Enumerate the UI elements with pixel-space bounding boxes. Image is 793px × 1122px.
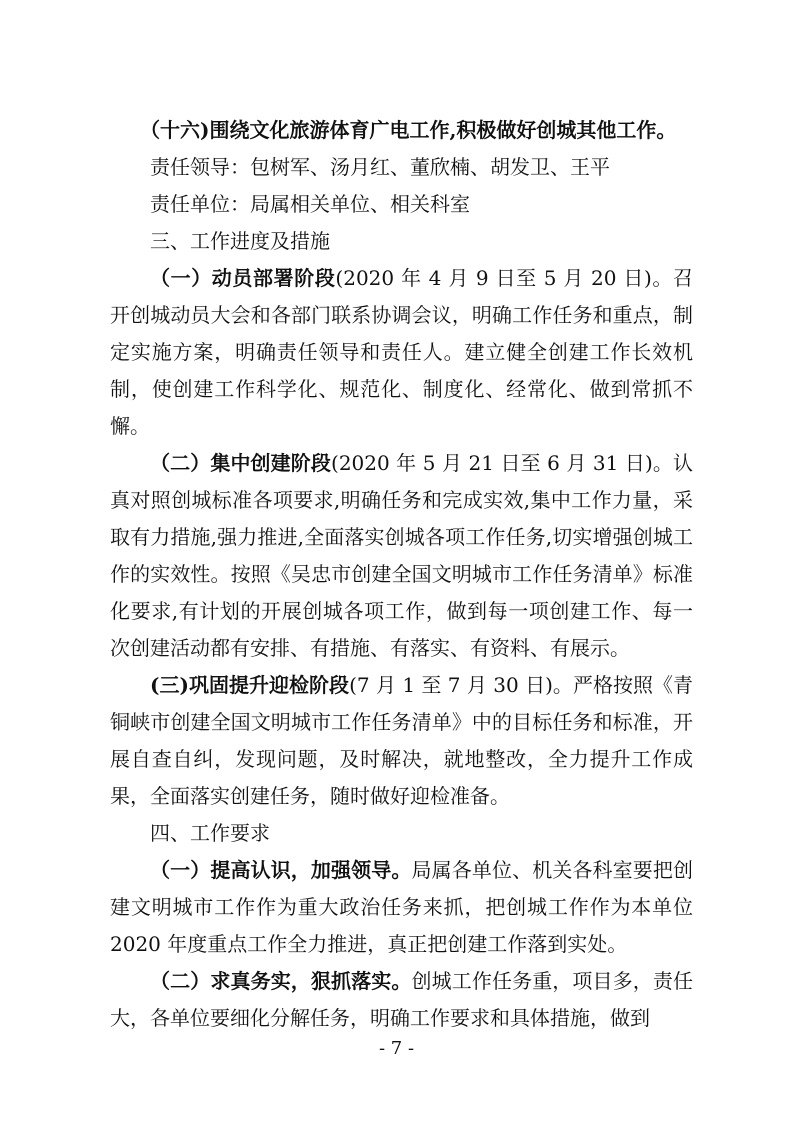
req1-paragraph — [110, 852, 693, 963]
stage1-text: (2020 年 4 月 9 日至 5 月 20 日)。召开创城动员大会和各部门联系协调会议，明确工作任务和重点，制定实施方案，明确责任领导和责任人。建立健全创建工作长效机制，使创建工作科学化、规范化、制度化、经常化、做到常抓不懈。 — [110, 266, 694, 438]
req2-label: （二）求真务实，狠抓落实。 — [150, 969, 412, 993]
stage3-text: (7 月 1 至 7 月 30 日)。严格按照《青铜峡市创建全国文明城市工作任务清单》中的目标任务和标准，开展自查自纠，发现问题，及时解决，就地整改，全力提升工作成果，全面落实创建任务，随时做好迎检准备。 — [110, 673, 693, 808]
document-body — [110, 112, 693, 1037]
page-number: - 7 - — [378, 1038, 415, 1059]
stage2-text: (2020 年 5 月 21 日至 6 月 31 日)。认真对照创城标准各项要求,明确任务和完成实效,集中工作力量，采取有力措施,强力推进,全面落实创城各项工作任务,切实增强创城工作的实效性。按照《吴忠市创建全国文明城市工作任务清单》标准化要求,有计划的开展创城各项工作，做到每一项创建工作、每一次创建活动都有安排、有措施、有落实、有资料、有展示。 — [110, 451, 693, 660]
part4-heading: 四、工作要求 — [150, 821, 270, 845]
part3-heading: 三、工作进度及措施 — [150, 229, 330, 253]
req2-text: 创城工作任务重，项目多，责任大，各单位要细化分解任务，明确工作要求和具体措施，做到 — [110, 969, 693, 1030]
section16-title: （十六)围绕文化旅游体育广电工作,积极做好创城其他工作。 — [140, 118, 677, 142]
section16-leaders: 责任领导：包树军、汤月红、董欣楠、胡发卫、王平 — [150, 155, 610, 179]
req2-paragraph — [110, 963, 693, 1037]
stage2-paragraph — [110, 445, 693, 667]
section16-units: 责任单位：局属相关单位、相关科室 — [150, 192, 470, 216]
stage3-label: (三)巩固提升迎检阶段 — [150, 673, 350, 697]
stage1-label: （一）动员部署阶段 — [150, 266, 336, 290]
stage3-paragraph — [110, 667, 693, 815]
req1-text: 局属各单位、机关各科室要把创建文明城市工作作为重大政治任务来抓，把创城工作作为本单位 2020 年度重点工作全力推进，真正把创建工作落到实处。 — [110, 858, 693, 956]
stage2-label: （二）集中创建阶段 — [150, 451, 332, 475]
stage1-paragraph — [110, 260, 693, 445]
req1-label: （一）提高认识，加强领导。 — [150, 858, 412, 882]
